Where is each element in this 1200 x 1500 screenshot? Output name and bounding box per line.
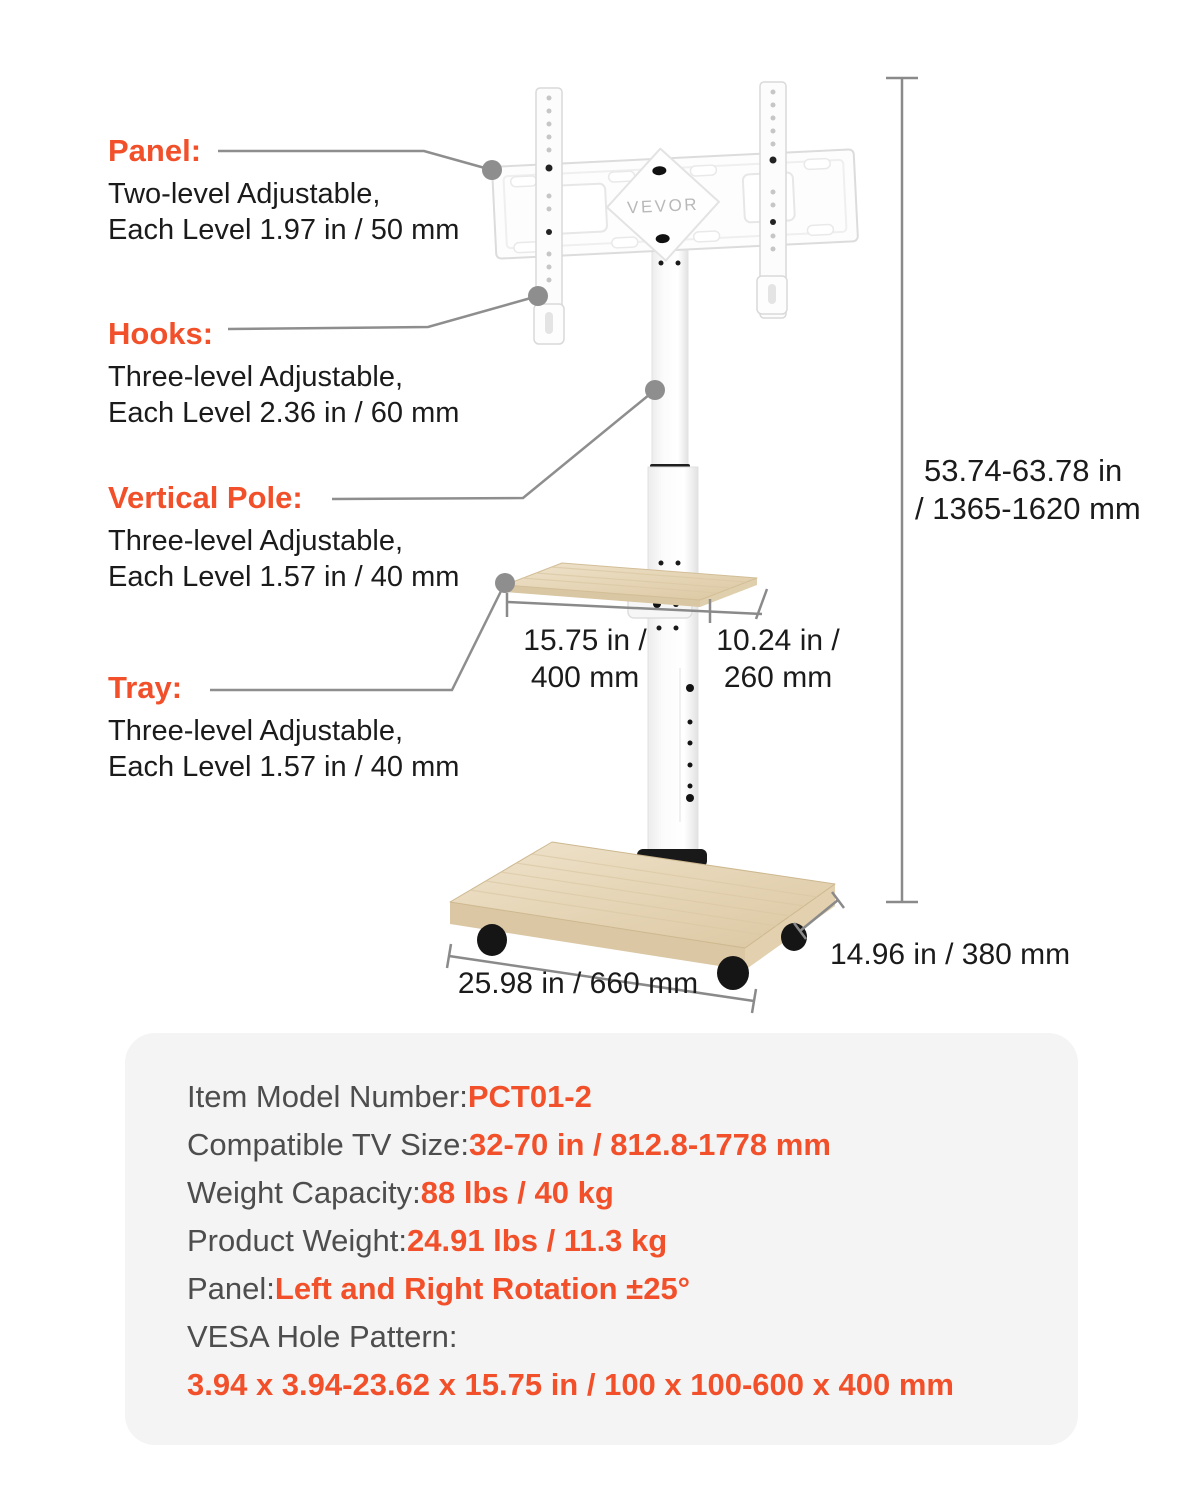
caster-front-right [717, 956, 749, 990]
callout-vertical-pole-title: Vertical Pole: [108, 480, 303, 515]
dim-base-width-label: 25.98 in / 660 mm [457, 967, 699, 1000]
dim-tray-width-line2: 400 mm [530, 661, 640, 694]
spec-row-model [187, 1073, 1078, 1121]
leader-dot-panel [482, 160, 502, 180]
spec-label-model: Item Model Number: [187, 1079, 468, 1114]
spec-label-panel-rotation: Panel: [187, 1271, 275, 1306]
callout-hooks [108, 316, 459, 431]
dim-height-line2: / 1365-1620 mm [915, 491, 1141, 526]
callout-hooks-line2: Each Level 2.36 in / 60 mm [108, 397, 460, 429]
callout-tray-title: Tray: [108, 670, 183, 705]
callout-panel-line2: Each Level 1.97 in / 50 mm [108, 214, 460, 246]
panel-cutout-left [555, 183, 607, 233]
callout-vertical-pole [108, 480, 459, 595]
dim-height-label [915, 452, 1141, 528]
callout-tray [108, 670, 459, 785]
spec-label-product-weight: Product Weight: [187, 1223, 407, 1258]
dim-tray-depth-label [698, 622, 858, 696]
callout-vertical-pole-line2: Each Level 1.57 in / 40 mm [108, 561, 460, 593]
tray [505, 563, 757, 618]
spec-label-weight-capacity: Weight Capacity: [187, 1175, 421, 1210]
spec-row-vesa-value [187, 1361, 1078, 1409]
spec-label-vesa: VESA Hole Pattern: [187, 1319, 458, 1354]
spec-row-product-weight [187, 1217, 1078, 1265]
caster-front-left [477, 924, 507, 956]
dim-base-depth-label: 14.96 in / 380 mm [830, 938, 1071, 971]
callout-tray-line2: Each Level 1.57 in / 40 mm [108, 751, 460, 783]
callout-panel [108, 133, 459, 248]
dim-height-line1: 53.74-63.78 in [924, 453, 1123, 488]
vertical-pole [648, 248, 698, 855]
height-dimension-line [886, 78, 918, 902]
spec-value-tv-size: 32-70 in / 812.8-1778 mm [469, 1127, 831, 1162]
spec-value-panel-rotation: Left and Right Rotation ±25° [274, 1271, 691, 1306]
spec-value-model: PCT01-2 [467, 1079, 592, 1114]
leader-dot-tray [495, 573, 515, 593]
callout-panel-line1: Two-level Adjustable, [108, 178, 381, 210]
dim-tray-depth-line2: 260 mm [723, 661, 833, 694]
leader-dot-pole [645, 380, 665, 400]
dim-tray-depth-line1: 10.24 in / [716, 624, 840, 657]
dim-tray-width-line1: 15.75 in / [523, 624, 647, 657]
callout-panel-title: Panel: [108, 133, 202, 168]
brand-logo-text: VEVOR [626, 194, 700, 218]
spec-row-tv-size [187, 1121, 1078, 1169]
spec-value-weight-capacity: 88 lbs / 40 kg [420, 1175, 614, 1210]
spec-card [125, 1033, 1078, 1445]
callout-hooks-title: Hooks: [108, 316, 214, 351]
callout-hooks-line1: Three-level Adjustable, [108, 361, 403, 393]
dim-tray-width-label [500, 622, 670, 696]
spec-value-product-weight: 24.91 lbs / 11.3 kg [406, 1223, 668, 1258]
spec-row-vesa-label [187, 1313, 1078, 1361]
leader-dot-hooks [528, 286, 548, 306]
spec-value-vesa: 3.94 x 3.94-23.62 x 15.75 in / 100 x 100-600 x 400 mm [187, 1367, 954, 1402]
spec-row-panel-rotation [187, 1265, 1078, 1313]
spec-row-weight-capacity [187, 1169, 1078, 1217]
vesa-rail-right [757, 82, 787, 318]
callout-vertical-pole-line1: Three-level Adjustable, [108, 525, 403, 557]
spec-label-tv-size: Compatible TV Size: [187, 1127, 469, 1162]
callout-tray-line1: Three-level Adjustable, [108, 715, 403, 747]
